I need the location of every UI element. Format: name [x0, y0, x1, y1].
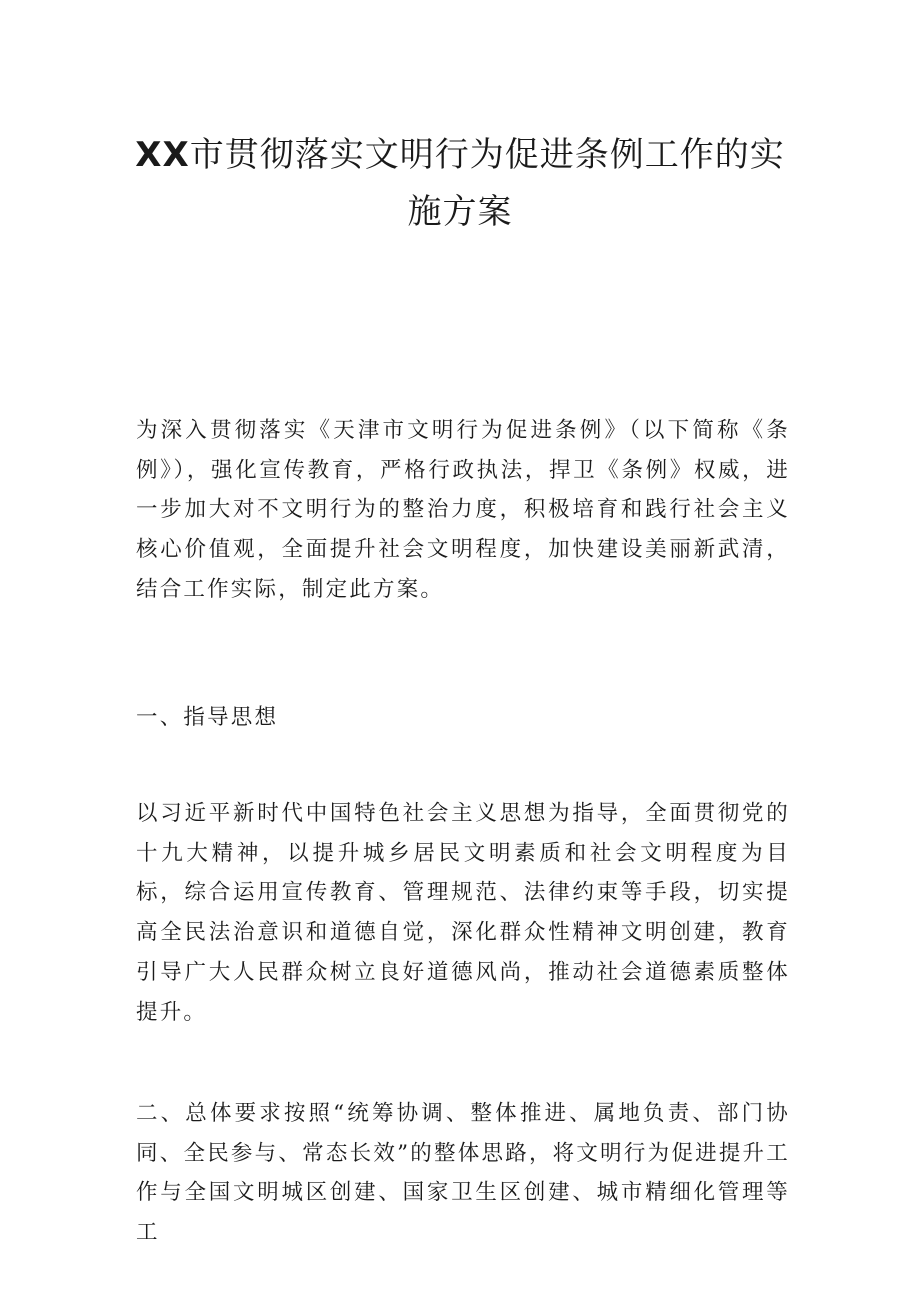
section-2-paragraph: 二、总体要求按照“统筹协调、整体推进、属地负责、部门协同、全民参与、常态长效”的整体思路，将文明行为促进提升工作与全国文明城区创建、国家卫生区创建、城市精细化管理等工: [136, 1101, 790, 1246]
section-1-paragraph: 以习近平新时代中国特色社会主义思想为指导，全面贯彻党的十九大精神，以提升城乡居民文明素质和社会文明程度为目标，综合运用宣传教育、管理规范、法律约束等手段，切实提高全民法治意识和道德自觉，深化群众性精神文明创建，教育引导广大人民群众树立良好道德风尚，推动社会道德素质整体提升。: [136, 801, 790, 1025]
document-title-line-2: 施方案: [407, 192, 513, 232]
title-text: 市贯彻落实文明行为促进条例工作的实: [189, 135, 785, 175]
intro-paragraph: 为深入贯彻落实《天津市文明行为促进条例》（以下简称《条例》），强化宣传教育，严格行政执法，捍卫《条例》权威，进一步加大对不文明行为的整治力度，积极培育和践行社会主义核心价值观，全面提升社会文明程度，加快建设美丽新武清，结合工作实际，制定此方案。: [136, 418, 790, 602]
title-prefix: XX: [135, 135, 190, 175]
document-title-line-1: [120, 130, 800, 180]
section-1-heading: 一、指导思想: [136, 705, 279, 730]
